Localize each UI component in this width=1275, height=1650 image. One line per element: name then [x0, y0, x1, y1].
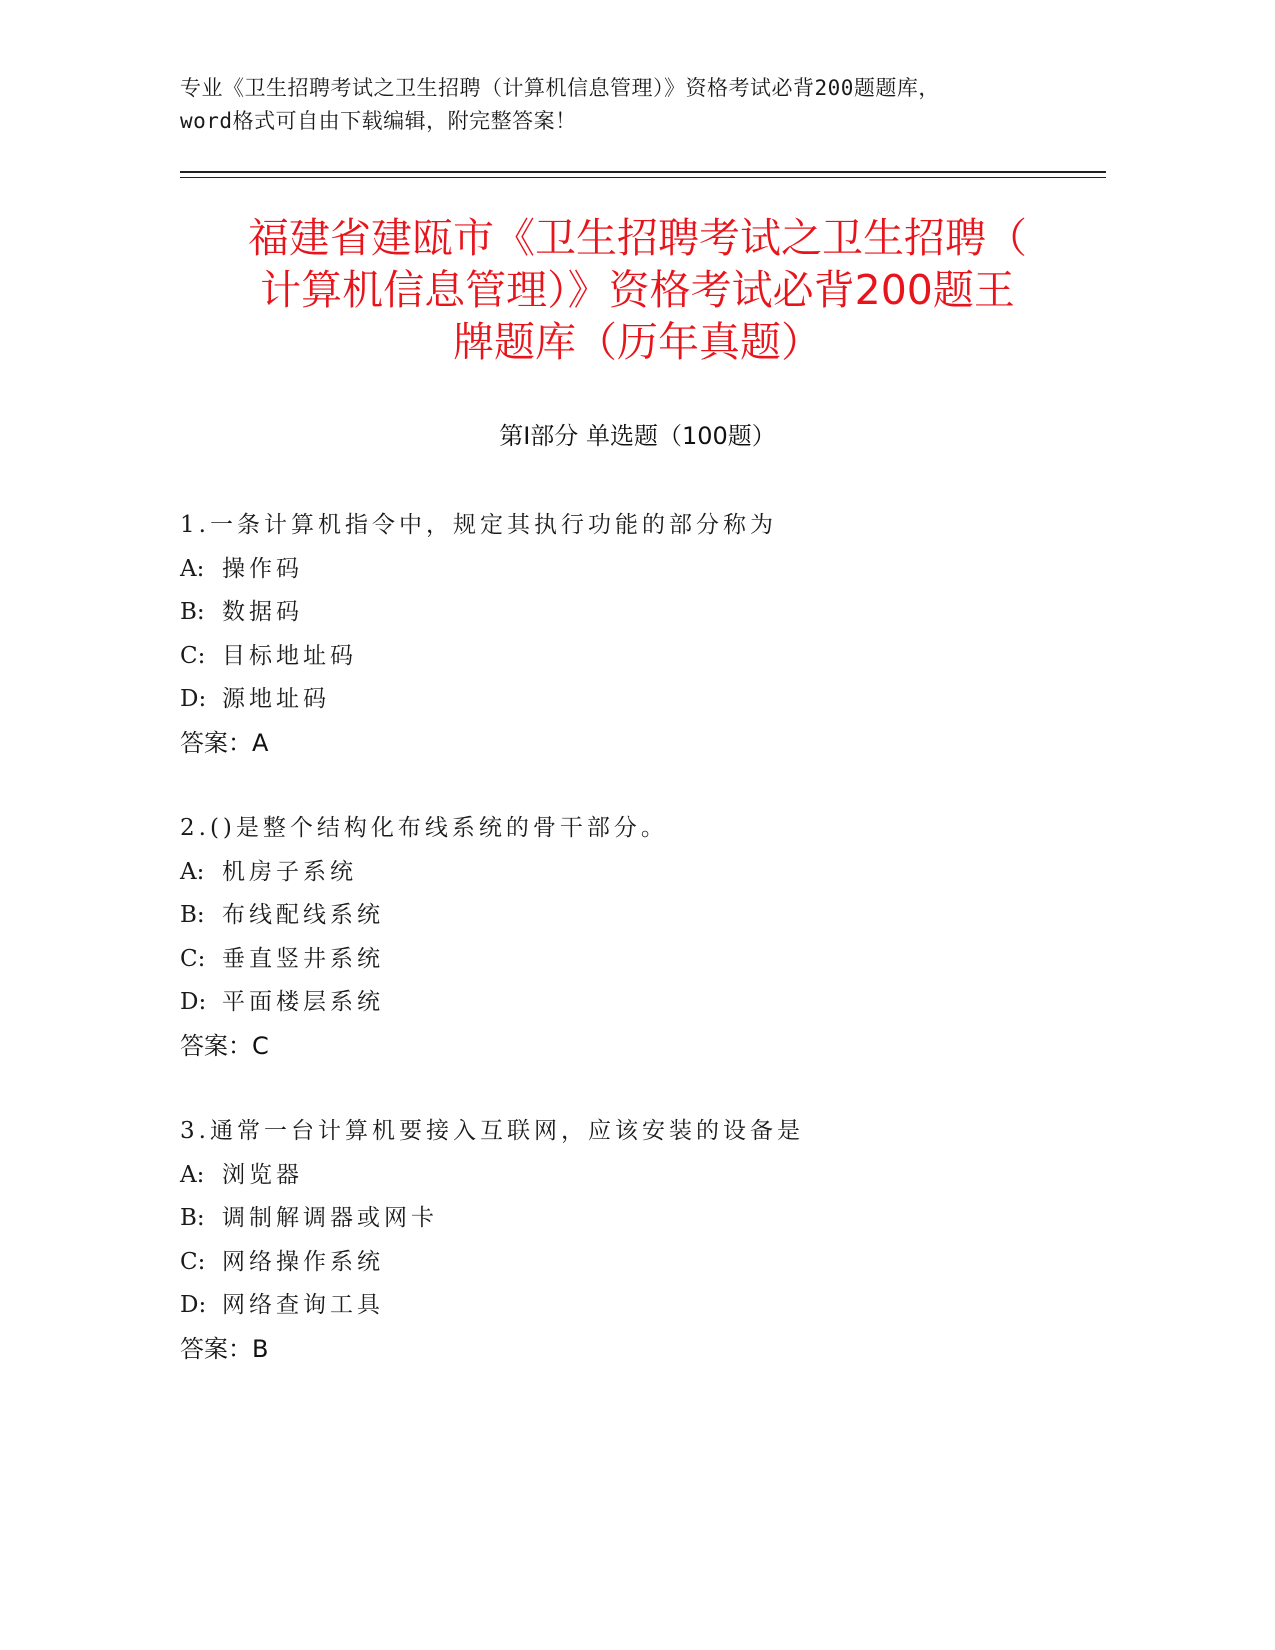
option-b — [180, 591, 1100, 635]
option-letter: D: — [180, 989, 207, 1015]
header-divider-thick — [180, 171, 1106, 173]
option-letter: B: — [180, 599, 205, 625]
question-list — [180, 504, 1100, 1413]
option-d — [180, 981, 1100, 1025]
answer: 答案：C — [180, 1031, 269, 1060]
question-stem: 1.一条计算机指令中，规定其执行功能的部分称为 — [180, 512, 777, 538]
option-c — [180, 635, 1100, 679]
option-text: 平面楼层系统 — [222, 989, 384, 1015]
answer: 答案：A — [180, 728, 269, 757]
header-note-line-2: word格式可自由下载编辑，附完整答案！ — [180, 109, 577, 133]
option-a — [180, 1154, 1100, 1198]
option-letter: C: — [180, 945, 206, 972]
answer: 答案：B — [180, 1334, 269, 1363]
option-letter: C: — [180, 642, 206, 669]
question-stem: 3.通常一台计算机要接入互联网，应该安装的设备是 — [180, 1118, 804, 1144]
option-letter: B: — [180, 902, 205, 928]
header-note-line-1: 专业《卫生招聘考试之卫生招聘（计算机信息管理）》资格考试必背200题题库， — [180, 76, 940, 100]
option-c — [180, 1241, 1100, 1285]
option-text: 浏览器 — [222, 1161, 303, 1188]
option-letter: D: — [180, 1292, 207, 1318]
question-1 — [180, 504, 1100, 765]
option-d — [180, 678, 1100, 722]
option-d — [180, 1284, 1100, 1328]
document-title-line-3: 牌题库（历年真题） — [453, 318, 822, 366]
question-3 — [180, 1110, 1100, 1371]
option-text: 源地址码 — [222, 686, 330, 712]
document-title-line-1: 福建省建瓯市《卫生招聘考试之卫生招聘（ — [248, 214, 1027, 262]
option-a — [180, 851, 1100, 895]
option-text: 网络操作系统 — [222, 1248, 384, 1275]
option-letter: A: — [180, 555, 205, 582]
document-title — [150, 212, 1125, 368]
option-letter: A: — [180, 1161, 205, 1188]
option-letter: C: — [180, 1248, 206, 1275]
option-letter: A: — [180, 858, 205, 885]
option-text: 操作码 — [222, 555, 303, 582]
document-title-line-2: 计算机信息管理）》资格考试必背200题王 — [260, 266, 1015, 314]
option-b — [180, 894, 1100, 938]
question-2 — [180, 807, 1100, 1068]
question-stem: 2.()是整个结构化布线系统的骨干部分。 — [180, 815, 668, 841]
option-b — [180, 1197, 1100, 1241]
option-text: 数据码 — [222, 599, 303, 625]
option-letter: D: — [180, 686, 207, 712]
option-text: 调制解调器或网卡 — [222, 1205, 438, 1231]
option-c — [180, 938, 1100, 982]
option-a — [180, 548, 1100, 592]
header-divider-thin — [180, 177, 1106, 178]
section-title: 第Ⅰ部分 单选题（100题） — [499, 422, 776, 450]
option-text: 布线配线系统 — [222, 902, 384, 928]
option-text: 垂直竖井系统 — [222, 945, 384, 972]
header-note — [180, 72, 1100, 138]
option-text: 目标地址码 — [222, 642, 357, 669]
option-text: 网络查询工具 — [222, 1292, 384, 1318]
option-letter: B: — [180, 1205, 205, 1231]
option-text: 机房子系统 — [222, 858, 357, 885]
